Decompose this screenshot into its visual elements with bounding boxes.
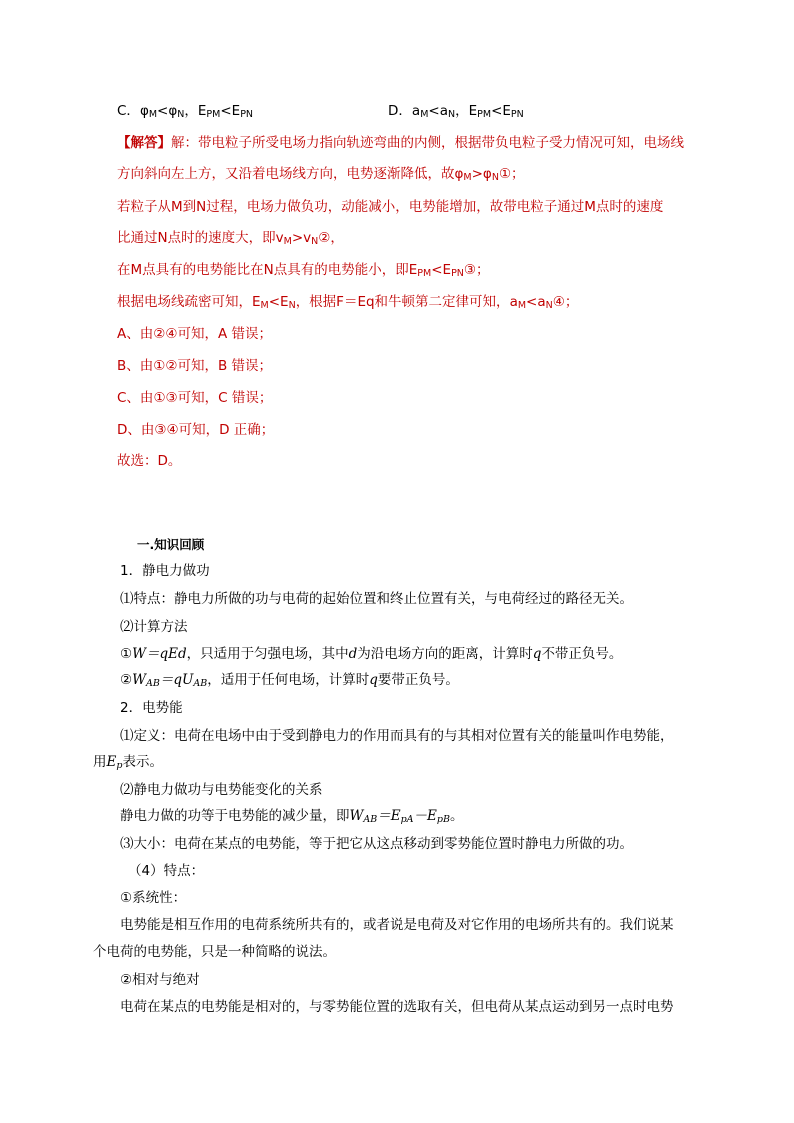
answer-line-5: 在M点具有的电势能比在N点具有的电势能小，即$E_{PM}<E_{PN}③$；	[117, 262, 490, 279]
answer-header: 【解答】	[117, 135, 171, 151]
section-2-1b: 用$E_p$表示。	[93, 754, 163, 771]
section-1-2: ⑵计算方法	[120, 619, 188, 635]
section-2-9: ②相对与绝对	[120, 972, 200, 988]
answer-option-c: C、由①③可知，C 错误；	[117, 390, 273, 406]
section-title: 一.知识回顾	[137, 537, 205, 552]
answer-option-d: D、由③④可知，D 正确；	[117, 422, 275, 438]
answer-choice: 故选：D。	[117, 453, 182, 469]
section-2-1: ⑴定义：电荷在电场中由于受到静电力的作用而具有的与其相对位置有关的能量叫作电势能，	[120, 728, 674, 744]
answer-option-b: B、由①②可知，B 错误；	[117, 358, 273, 374]
section-1-1: ⑴特点：静电力所做的功与电荷的起始位置和终止位置有关，与电荷经过的路径无关。	[120, 591, 633, 607]
answer-line-1: 【解答】解：带电粒子所受电场力指向轨迹弯曲的内侧，根据带负电粒子受力情况可知，电场线	[117, 135, 684, 151]
answer-option-a: A、由②④可知，A 错误；	[117, 326, 272, 342]
section-2-6: ①系统性：	[120, 890, 187, 906]
answer-line-6: 根据电场线疏密可知，$E_M<E_N$，根据F＝Eq和牛顿第二定律可知，$a_M<a_N④$；	[117, 294, 579, 311]
section-2-heading: 2．电势能	[120, 700, 183, 716]
section-1-4: $②W_{AB}=qU_{AB}$，适用于任何电场，计算时q要带正负号。	[120, 672, 459, 689]
option-c: C．$\varphi_M<\varphi_N$，$E_{PM}<E_{PN}$	[117, 103, 254, 120]
answer-line-2: 方向斜向左上方，又沿着电场线方向，电势逐渐降低，故$\varphi_M>\varphi_N①$；	[117, 166, 525, 183]
answer-line-3: 若粒子从M到N过程，电场力做负功，动能减小，电势能增加，故带电粒子通过M点时的速度	[117, 199, 664, 215]
section-2-3: 静电力做的功等于电势能的减少量，即$W_{AB}=E_{pA}-E_{pB}$。	[120, 808, 464, 825]
section-2-7: 电势能是相互作用的电荷系统所共有的，或者说是电荷及对它作用的电场所共有的。我们说某	[120, 917, 674, 933]
section-2-5: （4）特点：	[128, 863, 205, 879]
section-2-8: 个电荷的电势能，只是一种简略的说法。	[93, 944, 336, 960]
section-2-2: ⑵静电力做功与电势能变化的关系	[120, 782, 323, 798]
section-1-3: ①W＝qEd，只适用于匀强电场，其中d为沿电场方向的距离，计算时q不带正负号。	[120, 646, 623, 662]
answer-line-4: 比通过N点时的速度大，即$v_M>v_N②$，	[117, 230, 344, 247]
section-2-10: 电荷在某点的电势能是相对的，与零势能位置的选取有关，但电荷从某点运动到另一点时电势	[120, 999, 674, 1015]
section-1-heading: 1．静电力做功	[120, 563, 210, 579]
option-d: D．$a_M<a_N$，$E_{PM}<E_{PN}$	[388, 103, 524, 120]
section-2-4: ⑶大小：电荷在某点的电势能，等于把它从这点移动到零势能位置时静电力所做的功。	[120, 836, 633, 852]
